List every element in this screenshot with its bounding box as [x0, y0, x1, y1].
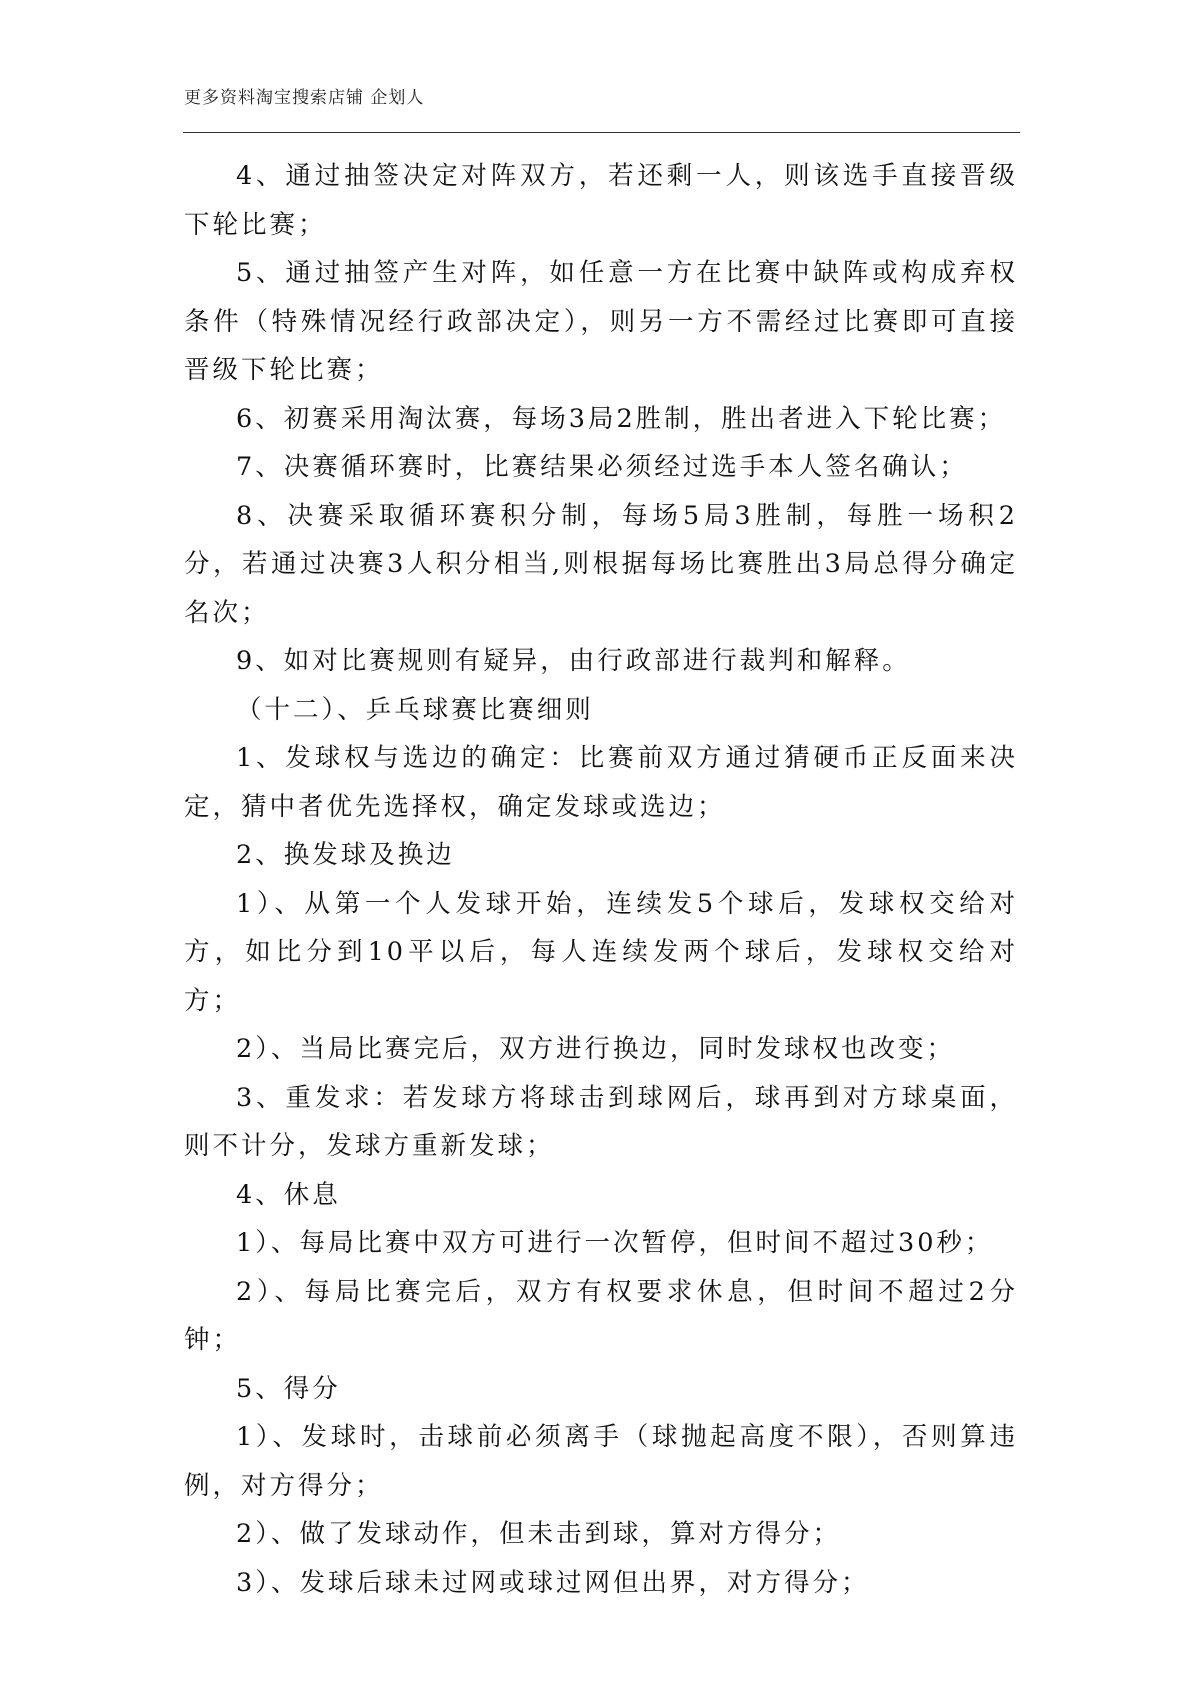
- paragraph: 3、重发求：若发球方将球击到球网后，球再到对方球桌面，则不计分，发球方重新发球；: [184, 1082, 1018, 1161]
- paragraph: 2）、当局比赛完后，双方进行换边，同时发球权也改变；: [236, 1034, 955, 1064]
- paragraph: 2）、每局比赛完后，双方有权要求休息，但时间不超过2分钟；: [184, 1276, 1018, 1355]
- header-divider: [183, 132, 1020, 133]
- paragraph: 6、初赛采用淘汰赛，每场3局2胜制，胜出者进入下轮比赛；: [236, 403, 1007, 434]
- paragraph: 9、如对比赛规则有疑异，由行政部进行裁判和解释。: [236, 646, 911, 676]
- paragraph: 3）、发球后球未过网或球过网但出界，对方得分；: [236, 1567, 870, 1598]
- paragraph: 7、决赛循环赛时，比赛结果必须经过选手本人签名确认；: [236, 452, 968, 482]
- paragraph: 1）、每局比赛中双方可进行一次暂停，但时间不超过30秒；: [236, 1228, 994, 1258]
- paragraph: 8、决赛采取循环赛积分制，每场5局3胜制，每胜一场积2分，若通过决赛3人积分相当,则根据每场比赛胜出3局总得分确定名次；: [184, 500, 1018, 628]
- paragraph: 5、通过抽签产生对阵，如任意一方在比赛中缺阵或构成弃权条件（特殊情况经行政部决定），则另一方不需经过比赛即可直接晋级下轮比赛；: [184, 258, 1018, 385]
- page-header: 更多资料淘宝搜索店铺 企划人: [184, 88, 425, 108]
- section-heading: （十二）、乒乓球赛比赛细则: [236, 694, 594, 725]
- paragraph: 2、换发球及换边: [236, 840, 455, 870]
- paragraph: 5、得分: [236, 1373, 341, 1404]
- document-body: [184, 152, 1018, 1607]
- paragraph: 1、发球权与选边的确定：比赛前双方通过猜硬币正反面来决定，猜中者优先选择权，确定发球或选边；: [184, 743, 1018, 822]
- paragraph: 4、通过抽签决定对阵双方，若还剩一人，则该选手直接晋级下轮比赛；: [184, 161, 1018, 240]
- paragraph: 4、休息: [236, 1179, 341, 1210]
- paragraph: 1）、从第一个人发球开始，连续发5个球后，发球权交给对方，如比分到10平以后，每人连续发两个球后，发球权交给对方；: [184, 888, 1018, 1016]
- paragraph: 1）、发球时，击球前必须离手（球抛起高度不限），否则算违例，对方得分；: [184, 1422, 1018, 1501]
- paragraph: 2）、做了发球动作，但未击到球，算对方得分；: [236, 1519, 841, 1549]
